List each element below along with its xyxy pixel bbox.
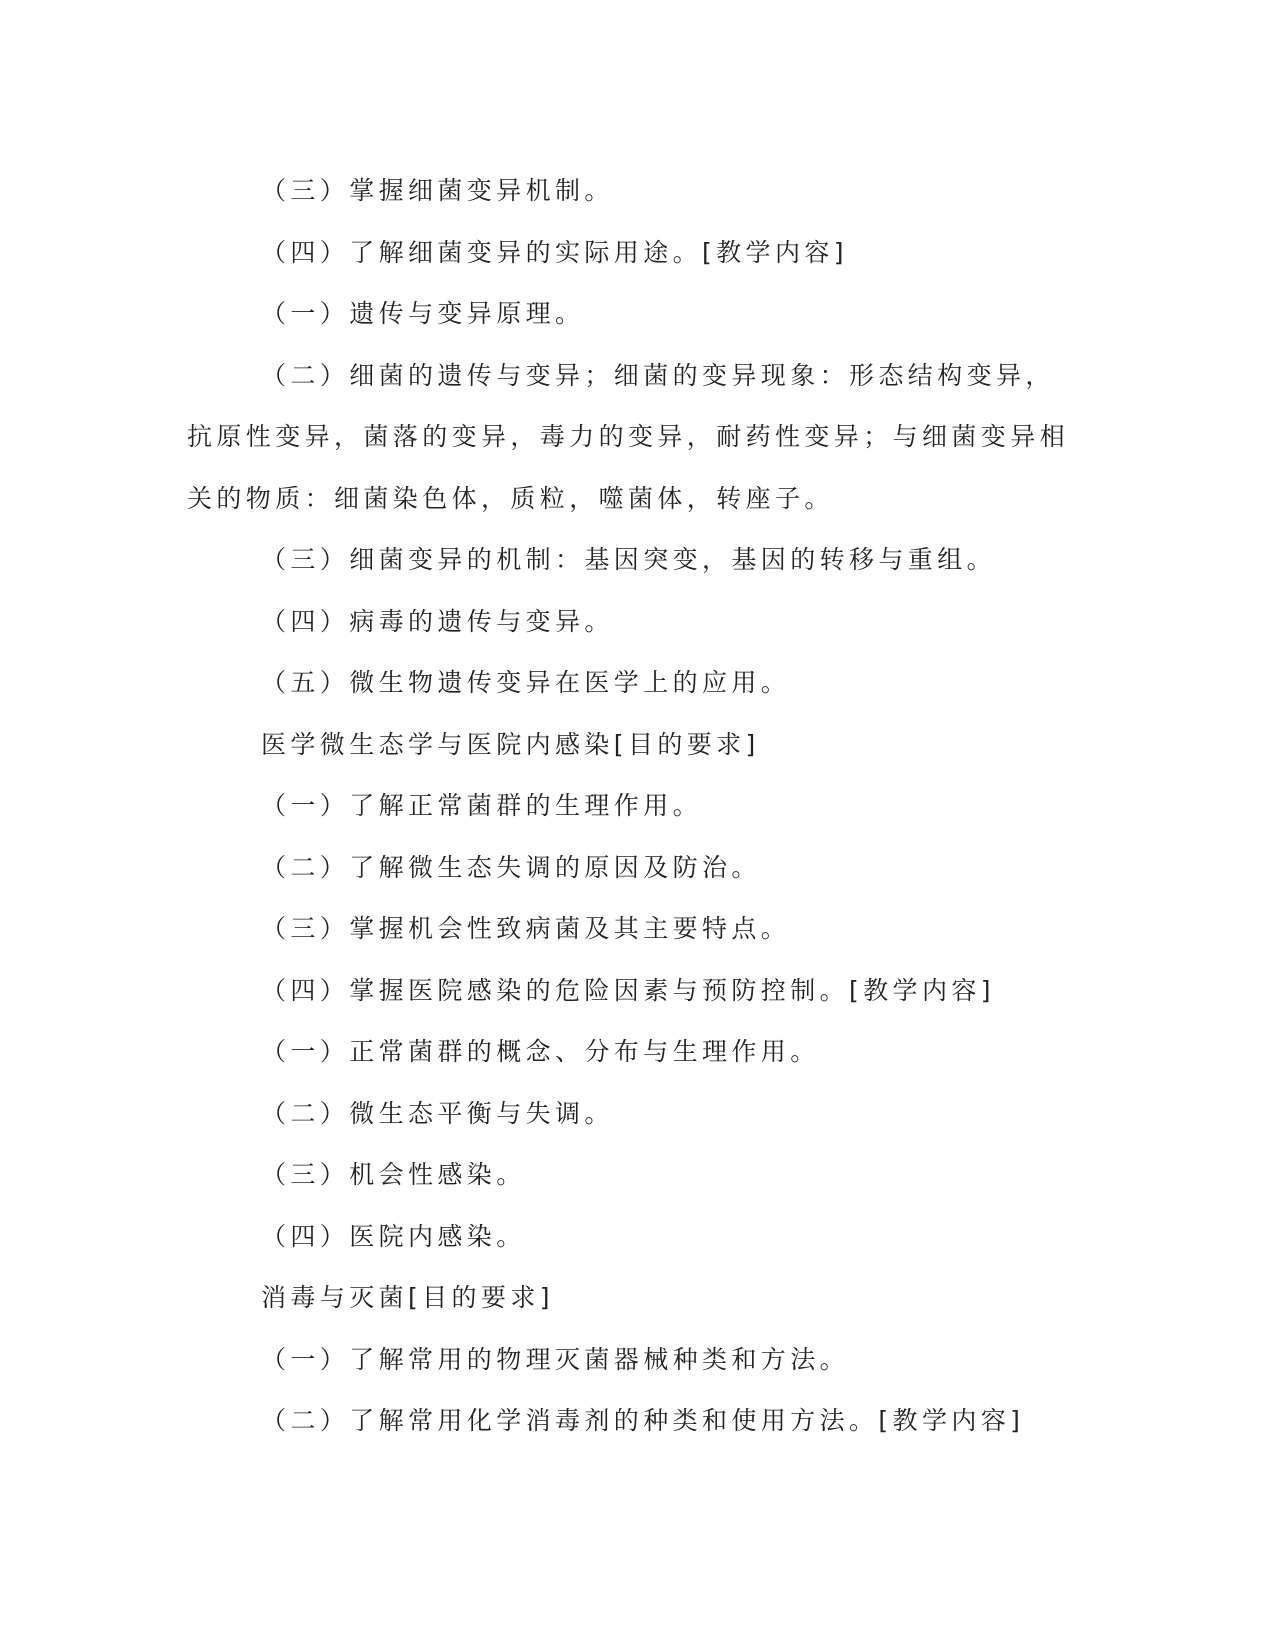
paragraph: （三）掌握细菌变异机制。 bbox=[261, 176, 614, 205]
paragraph: （二）了解微生态失调的原因及防治。 bbox=[261, 852, 761, 882]
paragraph: （一）遗传与变异原理。 bbox=[261, 299, 585, 328]
section-heading: 医学微生态学与医院内感染[目的要求] bbox=[261, 729, 760, 759]
paragraph: （一）正常菌群的概念、分布与生理作用。 bbox=[261, 1037, 820, 1066]
paragraph: （四）了解细菌变异的实际用途。[教学内容] bbox=[261, 237, 848, 267]
paragraph: （二）了解常用化学消毒剂的种类和使用方法。[教学内容] bbox=[261, 1406, 1025, 1435]
paragraph: （五）微生物遗传变异在医学上的应用。 bbox=[261, 668, 791, 697]
section-heading: 消毒与灭菌[目的要求] bbox=[261, 1283, 554, 1312]
paragraph: （四）病毒的遗传与变异。 bbox=[261, 606, 614, 636]
document-body bbox=[187, 160, 1077, 1452]
paragraph: （二）微生态平衡与失调。 bbox=[261, 1098, 614, 1128]
paragraph: （三）机会性感染。 bbox=[261, 1160, 526, 1189]
paragraph: （三）细菌变异的机制：基因突变，基因的转移与重组。 bbox=[261, 545, 997, 574]
paragraph: （一）了解常用的物理灭菌器械种类和方法。 bbox=[261, 1344, 850, 1374]
paragraph: （二）细菌的遗传与变异；细菌的变异现象：形态结构变异，抗原性变异，菌落的变异，毒力的变异，耐药性变异；与细菌变异相关的物质：细菌染色体，质粒，噬菌体，转座子。 bbox=[187, 360, 1070, 513]
paragraph: （四）医院内感染。 bbox=[261, 1221, 526, 1251]
paragraph: （三）掌握机会性致病菌及其主要特点。 bbox=[261, 914, 791, 943]
paragraph: （四）掌握医院感染的危险因素与预防控制。[教学内容] bbox=[261, 975, 995, 1005]
paragraph: （一）了解正常菌群的生理作用。 bbox=[261, 791, 703, 820]
